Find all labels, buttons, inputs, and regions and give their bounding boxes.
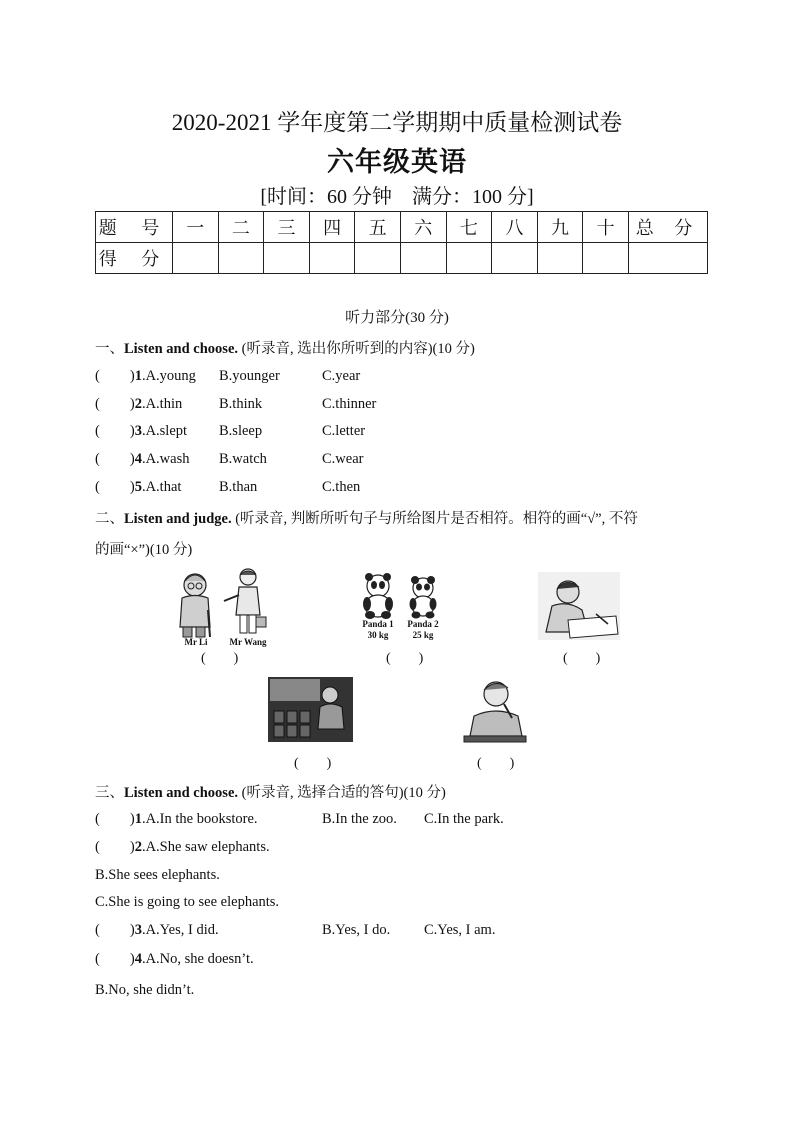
col-5: 五 — [355, 212, 401, 243]
option-b: B.In the zoo. — [322, 811, 397, 827]
section3-item-1 — [95, 811, 258, 828]
score-table — [95, 211, 708, 274]
score-cell[interactable] — [264, 243, 310, 274]
answer-blank-4[interactable]: ( ) — [294, 756, 332, 771]
caption-panda1: Panda 1 — [362, 619, 394, 629]
option-b: B.watch — [219, 451, 267, 467]
section1-heading — [95, 337, 475, 358]
answer-bracket-open[interactable]: ( — [95, 396, 100, 412]
score-cell[interactable] — [309, 243, 355, 274]
section3-item-4 — [95, 951, 254, 968]
option-b: B.think — [219, 396, 263, 412]
picture-mr-li-mr-wang — [168, 565, 276, 650]
listening-part-title: 听力部分(30 分) — [345, 310, 449, 326]
score-cell[interactable] — [355, 243, 401, 274]
score-cell[interactable] — [218, 243, 264, 274]
caption-mr-li: Mr Li — [184, 637, 208, 647]
section3-item-2 — [95, 839, 270, 856]
option-b: B.She sees elephants. — [95, 867, 220, 883]
picture-boy-writing — [538, 572, 620, 640]
answer-bracket-close: ) — [129, 451, 135, 467]
answer-bracket-open[interactable]: ( — [95, 811, 100, 827]
score-cell[interactable] — [537, 243, 583, 274]
answer-bracket-close: ) — [129, 368, 135, 384]
answer-bracket-close: ) — [129, 951, 135, 967]
option-b: B.than — [219, 479, 258, 495]
option-c: C.In the park. — [424, 811, 504, 827]
col-7: 七 — [446, 212, 492, 243]
section1-number: 一、 — [95, 341, 124, 357]
score-table-score-row — [96, 243, 708, 274]
col-8: 八 — [492, 212, 538, 243]
item-number: 2 — [134, 396, 142, 412]
item-number: 4 — [134, 451, 142, 467]
option-a: .A.In the bookstore. — [141, 811, 258, 827]
score-cell[interactable] — [446, 243, 492, 274]
score-cell[interactable] — [629, 243, 708, 274]
caption-panda2-weight: 25 kg — [412, 630, 434, 640]
section1-title-cn: (听录音, 选出你所听到的内容)(10 分) — [238, 341, 475, 357]
score-cell[interactable] — [583, 243, 629, 274]
answer-blank-2[interactable]: ( ) — [386, 651, 424, 666]
option-c: C.year — [322, 368, 361, 384]
answer-bracket-close: ) — [129, 839, 135, 855]
col-total: 总 分 — [629, 212, 708, 243]
picture-cinema — [268, 677, 353, 742]
answer-bracket-open[interactable]: ( — [95, 839, 100, 855]
col-4: 四 — [309, 212, 355, 243]
section1-item-2 — [95, 396, 182, 413]
option-c: C.then — [322, 479, 361, 495]
item-number: 1 — [134, 368, 142, 384]
section2-heading-cont: 的画“×”)(10 分) — [95, 542, 193, 558]
answer-bracket-close: ) — [129, 423, 135, 439]
panda-1-icon — [363, 573, 393, 619]
picture-pandas — [356, 570, 446, 642]
answer-blank-5[interactable]: ( ) — [477, 756, 515, 771]
option-a: .A.She saw elephants. — [141, 839, 270, 855]
section1-title-en: Listen and choose. — [124, 341, 239, 357]
option-c: C.letter — [322, 423, 366, 439]
option-b: B.sleep — [219, 423, 263, 439]
option-b: B.Yes, I do. — [322, 922, 391, 938]
col-3: 三 — [264, 212, 310, 243]
option-c: C.wear — [322, 451, 364, 467]
col-6: 六 — [400, 212, 446, 243]
answer-bracket-open[interactable]: ( — [95, 451, 100, 467]
row-label-question-number: 题 号 — [96, 212, 173, 243]
option-c: C.She is going to see elephants. — [95, 894, 280, 910]
panda-2-icon — [410, 576, 437, 619]
answer-bracket-open[interactable]: ( — [95, 423, 100, 439]
answer-bracket-open[interactable]: ( — [95, 951, 100, 967]
section1-item-1 — [95, 368, 196, 385]
section3-number: 三、 — [95, 785, 124, 801]
answer-bracket-close: ) — [129, 479, 135, 495]
option-a: .A.wash — [141, 451, 190, 467]
score-cell[interactable] — [173, 243, 219, 274]
col-10: 十 — [583, 212, 629, 243]
picture-thinking-man — [462, 676, 528, 746]
caption-panda1-weight: 30 kg — [367, 630, 389, 640]
section2-heading — [95, 507, 638, 528]
section3-title-cn: (听录音, 选择合适的答句)(10 分) — [238, 785, 446, 801]
time-score-info: [时间：60 分钟 满分：100 分] — [260, 186, 534, 208]
section1-item-5 — [95, 479, 181, 496]
option-a: .A.that — [141, 479, 182, 495]
item-number: 5 — [134, 479, 142, 495]
answer-bracket-close: ) — [129, 396, 135, 412]
section3-title-en: Listen and choose. — [124, 785, 239, 801]
item-number: 3 — [134, 922, 142, 938]
score-cell[interactable] — [492, 243, 538, 274]
section2-title-cn: (听录音, 判断所听句子与所给图片是否相符。相符的画“√”, 不符 — [231, 511, 638, 527]
caption-panda2: Panda 2 — [407, 619, 439, 629]
option-a: .A.No, she doesn’t. — [141, 951, 254, 967]
option-a: .A.slept — [141, 423, 188, 439]
item-number: 1 — [134, 811, 142, 827]
caption-mr-wang: Mr Wang — [229, 637, 267, 647]
row-label-score: 得 分 — [96, 243, 173, 274]
answer-bracket-open[interactable]: ( — [95, 922, 100, 938]
answer-blank-3[interactable]: ( ) — [563, 651, 601, 666]
item-number: 4 — [134, 951, 142, 967]
score-table-header-row — [96, 212, 708, 243]
section2-title-en: Listen and judge. — [124, 511, 232, 527]
section3-heading — [95, 781, 446, 802]
section3-item-3 — [95, 922, 219, 939]
item-number: 2 — [134, 839, 142, 855]
item-number: 3 — [134, 423, 142, 439]
option-a: .A.Yes, I did. — [141, 922, 219, 938]
option-c: C.Yes, I am. — [424, 922, 496, 938]
col-2: 二 — [218, 212, 264, 243]
answer-blank-1[interactable]: ( ) — [201, 651, 239, 666]
section1-item-4 — [95, 451, 189, 468]
option-b: B.younger — [219, 368, 280, 384]
answer-bracket-close: ) — [129, 922, 135, 938]
option-a: .A.thin — [141, 396, 183, 412]
answer-bracket-open[interactable]: ( — [95, 479, 100, 495]
score-cell[interactable] — [400, 243, 446, 274]
section2-number: 二、 — [95, 511, 124, 527]
col-9: 九 — [537, 212, 583, 243]
option-c: C.thinner — [322, 396, 377, 412]
answer-bracket-close: ) — [129, 811, 135, 827]
option-a: .A.young — [141, 368, 196, 384]
option-b: B.No, she didn’t. — [95, 982, 195, 998]
section1-item-3 — [95, 423, 187, 440]
exam-title: 2020-2021 学年度第二学期期中质量检测试卷 — [171, 110, 623, 135]
subject-title: 六年级英语 — [327, 147, 467, 177]
col-1: 一 — [173, 212, 219, 243]
answer-bracket-open[interactable]: ( — [95, 368, 100, 384]
